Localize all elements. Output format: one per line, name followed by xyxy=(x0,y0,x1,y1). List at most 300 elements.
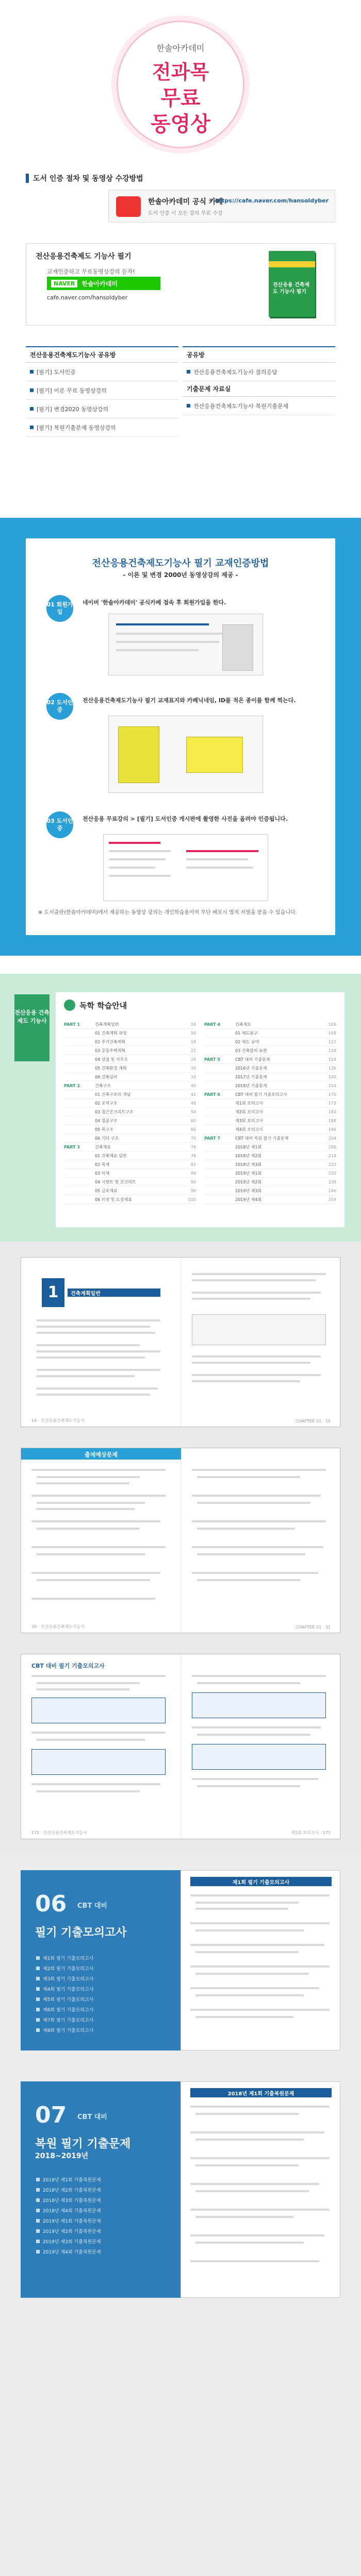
text-line xyxy=(37,1482,129,1484)
contents-row xyxy=(64,1134,196,1143)
text-line xyxy=(190,2131,324,2133)
text-line xyxy=(192,1355,321,1358)
text-line xyxy=(190,1922,330,1924)
contents-row xyxy=(64,1020,196,1029)
contents-part: PART 3 xyxy=(64,1144,80,1149)
contents-section-title: 06 건축설비 xyxy=(95,1074,118,1079)
step-1-screenshot xyxy=(108,614,263,675)
contents-page-number: 48 xyxy=(190,1100,196,1106)
text-line xyxy=(192,1675,326,1677)
text-line xyxy=(192,1374,321,1376)
contents-row xyxy=(204,1195,336,1204)
bullet-icon xyxy=(36,2209,40,2212)
menu-item-label: [필기] 도서인증 xyxy=(37,368,76,376)
text-line xyxy=(195,1994,304,1996)
bullet-icon xyxy=(36,2178,40,2181)
bullet-icon xyxy=(187,370,190,374)
contents-page-number: 40 xyxy=(190,1083,196,1088)
contents-page-number: 214 xyxy=(328,1153,336,1158)
text-line xyxy=(190,2009,330,2011)
text-line xyxy=(190,2209,330,2211)
part-list-item xyxy=(36,2215,170,2226)
contents-section-title: 04 철골구조 xyxy=(95,1118,118,1123)
contents-heading xyxy=(64,999,127,1011)
part-list-label: 2018년 제2회 기출복원문제 xyxy=(43,2188,101,2193)
bullet-icon xyxy=(36,1997,40,2001)
text-line xyxy=(195,2242,304,2244)
bullet-icon xyxy=(36,2028,40,2032)
shot-line xyxy=(116,649,199,651)
part-list-label: 제8회 필기 기출모의고사 xyxy=(43,2028,94,2033)
cafe-url[interactable]: https://cafe.naver.com/hansoldyber xyxy=(215,197,329,204)
text-line xyxy=(190,1965,330,1968)
contents-page-number: 180 xyxy=(328,1109,336,1114)
part-label: CBT 대비 xyxy=(77,2113,107,2121)
cafe-box-url[interactable]: cafe.naver.com/hansoldyber xyxy=(47,294,128,301)
note-paper-icon xyxy=(186,737,243,773)
part-list-label: 2019년 제1회 기출복원문제 xyxy=(43,2218,101,2224)
part-list-label: 2018년 제4회 기출복원문제 xyxy=(43,2208,101,2214)
spread-2-right xyxy=(181,1448,341,1633)
part-list-label: 2019년 제2회 기출복원문제 xyxy=(43,2229,101,2234)
contents-section-title: 2017년 기출문제 xyxy=(235,1074,267,1079)
contents-section-title: 06 미장 및 도장재료 xyxy=(95,1197,132,1202)
text-line xyxy=(37,1357,145,1359)
contents-section-title: 건축구조 xyxy=(95,1083,111,1088)
text-line xyxy=(31,1675,166,1677)
contents-row xyxy=(64,1160,196,1169)
contents-page-number: 126 xyxy=(328,1065,336,1071)
text-line xyxy=(192,1362,310,1364)
bullet-icon xyxy=(36,2018,40,2022)
text-line xyxy=(37,1350,160,1352)
contents-section-title: 제4회 모의고사 xyxy=(235,1127,264,1132)
step-3 xyxy=(46,811,315,904)
badge-pre: 한솔아카데미 xyxy=(156,43,205,53)
contents-page-number: 76 xyxy=(190,1144,196,1149)
contents-section-title: 05 목구조 xyxy=(95,1127,113,1132)
cafe-banner[interactable] xyxy=(108,190,335,223)
contents-section-title: CBT 대비 기출문제 xyxy=(235,1057,270,1062)
text-line xyxy=(37,1476,140,1478)
contents-page-number: 170 xyxy=(328,1092,336,1097)
auth-method-section xyxy=(0,518,361,956)
cbt-07-cover xyxy=(21,2081,180,2298)
menu-item[interactable] xyxy=(26,418,178,437)
part-list-label: 2018년 제1회 기출복원문제 xyxy=(43,2177,101,2183)
text-line xyxy=(37,1682,140,1684)
join-heading-text: 도서 인증 절차 및 동영상 수강방법 xyxy=(33,175,143,183)
shot-line xyxy=(116,633,229,635)
cafe-box-title: 전산응용건축제도 기능사 필기 xyxy=(36,252,132,261)
part-label: CBT 대비 xyxy=(77,1902,107,1910)
contents-row xyxy=(64,1108,196,1116)
part-list-item xyxy=(36,2246,170,2257)
contents-row xyxy=(204,1151,336,1160)
contents-part: PART 4 xyxy=(204,1022,220,1027)
contents-row xyxy=(64,1125,196,1134)
contents-page-number: 206 xyxy=(328,1144,336,1149)
contents-row xyxy=(64,1187,196,1195)
contents-section-title: 2019년 제3회 xyxy=(235,1188,262,1193)
answer-box xyxy=(192,1692,326,1718)
shot-line xyxy=(109,842,160,844)
text-line xyxy=(37,1739,145,1741)
contents-part: PART 5 xyxy=(204,1057,220,1062)
contents-page-number: 108 xyxy=(328,1030,336,1036)
text-line xyxy=(37,1319,160,1321)
menu-item[interactable] xyxy=(26,381,178,400)
text-line xyxy=(37,1375,135,1377)
contents-section-title: CBT 대비 복원 필기 기출문제 xyxy=(235,1136,289,1141)
contents-row xyxy=(64,1195,196,1204)
contents-heading-text: 독학 학습안내 xyxy=(79,1001,127,1010)
step-3-text: 전산응용 무료강의 > [필기] 도서인증 게시판에 촬영한 사진을 올려야 인증됩니다. xyxy=(83,816,288,822)
contents-page-number: 78 xyxy=(190,1153,196,1158)
menu-item[interactable] xyxy=(26,363,178,381)
page-footer: CHAPTER 01 · 15 xyxy=(296,1419,331,1423)
contents-row xyxy=(64,1064,196,1073)
join-heading xyxy=(26,170,335,187)
contents-section-title: 2018년 제2회 xyxy=(235,1153,262,1158)
chapter-number: 1 xyxy=(42,1278,64,1307)
contents-section-title: 01 건축구조의 개념 xyxy=(95,1092,131,1097)
contents-page-number: 30 xyxy=(190,1065,196,1071)
menu-left-header: 전산응용건축제도기능사 공유방 xyxy=(26,346,178,363)
step-2-text: 전산응용건축제도기능사 필기 교재표지와 카페닉네임, ID를 적은 종이를 함께 찍는다. xyxy=(83,697,296,704)
shot-line xyxy=(186,867,253,869)
menu-item-label: [필기] 복원기출문제 동영상강의 xyxy=(37,424,116,431)
text-line xyxy=(197,1734,310,1736)
text-line xyxy=(37,1579,150,1581)
text-line xyxy=(197,1553,305,1555)
part-list-item xyxy=(36,2014,170,2025)
contents-page-number: 172 xyxy=(328,1100,336,1106)
bullet-icon xyxy=(36,1977,40,1980)
part-list-item xyxy=(36,2205,170,2215)
contents-page-number: 100 xyxy=(188,1197,196,1202)
contents-section-title: 제1회 모의고사 xyxy=(235,1100,264,1106)
contents-page-number: 204 xyxy=(328,1136,336,1141)
cbt-06-page xyxy=(180,1870,340,2050)
bullet-icon xyxy=(36,2008,40,2011)
contents-part: PART 2 xyxy=(64,1083,80,1088)
text-line xyxy=(197,1528,295,1530)
menu-item[interactable] xyxy=(183,397,335,415)
contents-page-number: 238 xyxy=(328,1179,336,1184)
auth-note: ※ 도서출판(한솔아카데미)에서 제공하는 동영상 강의는 개인학습용이며 무단 배포시 법적 처벌을 받을 수 있습니다. xyxy=(38,910,297,916)
text-line xyxy=(37,1394,150,1396)
shot-line xyxy=(109,858,166,860)
menu-right-header-2: 기출문제 자료실 xyxy=(183,381,335,397)
part-list-label: 제7회 필기 기출모의고사 xyxy=(43,2018,94,2023)
text-line xyxy=(31,1732,166,1734)
naver-search-bar[interactable] xyxy=(47,277,160,290)
contents-section-title: 05 건축환경 계획 xyxy=(95,1065,127,1071)
contents-row xyxy=(64,1099,196,1108)
bullet-icon xyxy=(36,2250,40,2253)
step-1-badge: 01 회원가입 xyxy=(46,595,73,622)
contents-page-number: 26 xyxy=(190,1057,196,1062)
spread-3-left xyxy=(21,1654,181,1839)
contents-row xyxy=(64,1151,196,1160)
contents-part: PART 7 xyxy=(204,1136,220,1141)
contents-row xyxy=(204,1090,336,1099)
contents-row xyxy=(204,1125,336,1134)
book-cover-icon xyxy=(118,726,159,783)
contents-page-number: 154 xyxy=(328,1083,336,1088)
contents-row xyxy=(64,1178,196,1187)
menu-item[interactable] xyxy=(26,400,178,418)
step-3-screenshot xyxy=(103,834,268,901)
contents-page-number: 60 xyxy=(190,1118,196,1123)
cafe-box xyxy=(26,243,335,326)
contents-section-title: 03 석재 xyxy=(95,1171,110,1176)
shot-line xyxy=(116,641,219,643)
step-2-photo xyxy=(108,716,263,793)
contents-section-title: 01 건축계획 과정 xyxy=(95,1030,127,1036)
sample-pages-section xyxy=(0,1242,361,2066)
text-line xyxy=(195,1929,304,1931)
text-line xyxy=(37,1502,145,1504)
text-line xyxy=(197,1785,300,1787)
page-header: 2018년 제1회 기출복원문제 xyxy=(190,2088,332,2097)
contents-row xyxy=(204,1169,336,1178)
step-1 xyxy=(46,595,315,683)
part-list-item xyxy=(36,2236,170,2246)
part-list-item xyxy=(36,2174,170,2184)
part-list xyxy=(36,1953,170,2035)
text-line xyxy=(37,1508,135,1510)
text-line xyxy=(37,1790,140,1792)
contents-section-title: 03 건축물의 표현 xyxy=(235,1048,267,1053)
contents-section-title: 03 철근콘크리트구조 xyxy=(95,1109,134,1114)
answer-box xyxy=(31,1698,166,1723)
text-line xyxy=(37,1528,140,1530)
contents-section-title: 2018년 제3회 xyxy=(235,1162,262,1167)
part-list-item xyxy=(36,2184,170,2195)
bullet-icon xyxy=(30,407,34,411)
contents-section-title: 05 금속재료 xyxy=(95,1188,118,1193)
part-list-label: 제3회 필기 기출모의고사 xyxy=(43,1976,94,1982)
contents-page-number: 188 xyxy=(328,1118,336,1123)
contents-row xyxy=(204,1029,336,1038)
bullet-icon xyxy=(30,426,34,429)
contents-page-number: 106 xyxy=(328,1022,336,1027)
contents-row xyxy=(64,1169,196,1178)
text-line xyxy=(31,1469,166,1471)
contents-page-number: 96 xyxy=(190,1188,196,1193)
text-line xyxy=(192,1726,321,1728)
contents-page-number: 196 xyxy=(328,1127,336,1132)
text-line xyxy=(192,1273,326,1275)
intro-section xyxy=(0,0,361,510)
sample-spread-1 xyxy=(21,1257,340,1427)
page-footer: 제1회 모의고사 · 173 xyxy=(291,1831,331,1835)
cafe-logo-icon xyxy=(116,196,141,217)
contents-section-title: 04 상점 및 사무소 xyxy=(95,1057,128,1062)
auth-subtitle: - 이론 및 변경 2000년 동영상강의 제공 - xyxy=(123,571,238,579)
shot-line xyxy=(109,850,171,852)
part-list-label: 2019년 제4회 기출복원문제 xyxy=(43,2249,101,2255)
page-footer: 172 · 전산응용건축제도기능사 xyxy=(31,1831,87,1835)
cbt-06-spread xyxy=(0,1855,361,2066)
text-line xyxy=(190,2260,319,2262)
contents-row xyxy=(64,1038,196,1046)
auth-title: 전산응용건축제도기능사 필기 교재인증방법 xyxy=(92,558,269,569)
text-line xyxy=(192,1572,318,1574)
contents-section-title: 2019년 제4회 xyxy=(235,1197,262,1202)
text-line xyxy=(190,2106,330,2108)
text-line xyxy=(192,1546,323,1548)
contents-tab: 전산응용 건축제도 기능사 xyxy=(14,994,50,1061)
contents-section-title: 2018년 기출문제 xyxy=(235,1083,267,1088)
contents-page-number: 112 xyxy=(328,1039,336,1044)
text-line xyxy=(37,1369,160,1371)
text-line xyxy=(195,2190,309,2192)
contents-page-number: 246 xyxy=(328,1188,336,1193)
text-line xyxy=(197,1476,300,1478)
contents-page-number: 34 xyxy=(190,1074,196,1079)
cbt-07-page xyxy=(180,2081,340,2298)
contents-page-number: 14 xyxy=(190,1022,196,1027)
text-line xyxy=(197,1502,310,1504)
contents-page-number: 66 xyxy=(190,1127,196,1132)
answer-box xyxy=(31,1749,166,1775)
bullet-icon xyxy=(36,2188,40,2192)
contents-row xyxy=(204,1160,336,1169)
part-list-label: 2018년 제3회 기출복원문제 xyxy=(43,2198,101,2204)
contents-page-number: 118 xyxy=(328,1048,336,1053)
part-title: 필기 기출모의고사 xyxy=(35,1926,127,1939)
contents-row xyxy=(204,1178,336,1187)
text-line xyxy=(195,1951,299,1953)
contents-row xyxy=(204,1064,336,1073)
contents-page-number: 18 xyxy=(190,1039,196,1044)
shot-line xyxy=(186,858,248,860)
contents-row xyxy=(64,1090,196,1099)
part-list-item xyxy=(36,2025,170,2035)
part-list-item xyxy=(36,1953,170,1963)
contents-row xyxy=(204,1108,336,1116)
part-list-label: 제6회 필기 기출모의고사 xyxy=(43,2007,94,2013)
part-list xyxy=(36,2174,170,2257)
cafe-sub: 도서 인증 시 모든 강의 무료 수강 xyxy=(148,211,223,216)
contents-section-title: 02 제도 규약 xyxy=(235,1039,259,1044)
contents-row xyxy=(204,1187,336,1195)
contents-row xyxy=(64,1081,196,1090)
contents-row xyxy=(64,1055,196,1064)
text-line xyxy=(195,1902,299,1904)
text-line xyxy=(31,1520,160,1522)
menu-item[interactable] xyxy=(183,363,335,381)
text-line xyxy=(197,1682,300,1684)
page-footer: 14 · 전산응용건축제도기능사 xyxy=(31,1418,85,1423)
text-line xyxy=(190,1944,324,1946)
contents-row xyxy=(204,1073,336,1081)
page-header: 제1회 필기 기출모의고사 xyxy=(190,1877,332,1886)
bullet-icon xyxy=(36,2198,40,2202)
cafe-menu-right xyxy=(183,346,335,415)
contents-section-title: 건축계획일반 xyxy=(95,1022,119,1027)
contents-page-number: 16 xyxy=(190,1030,196,1036)
text-line xyxy=(37,1553,145,1555)
text-line xyxy=(37,1387,158,1389)
contents-part: PART 1 xyxy=(64,1022,80,1027)
step-2 xyxy=(46,693,315,801)
bullet-icon xyxy=(30,388,34,392)
shot-line xyxy=(186,850,258,852)
shot-line xyxy=(109,875,171,877)
part-list-item xyxy=(36,1973,170,1984)
text-line xyxy=(192,1292,321,1294)
contents-section-title: 2016년 기출문제 xyxy=(235,1065,267,1071)
part-list-item xyxy=(36,1994,170,2004)
contents-row xyxy=(204,1143,336,1151)
contents-page-number: 140 xyxy=(328,1074,336,1079)
part-list-item xyxy=(36,2226,170,2236)
part-years: 2018~2019년 xyxy=(35,2152,89,2160)
contents-page-number: 230 xyxy=(328,1171,336,1176)
cafe-menu xyxy=(26,346,335,490)
cafe-menu-left xyxy=(26,346,178,437)
contents-section-title: CBT 대비 필기 기출모의고사 xyxy=(235,1092,287,1097)
contents-section-title: 제3회 모의고사 xyxy=(235,1118,264,1123)
menu-item-label: [필기] 이론 무료 동영상강의 xyxy=(37,387,107,394)
cbt-07-section xyxy=(0,2066,361,2576)
spread-1-left xyxy=(21,1258,181,1427)
contents-row xyxy=(64,1029,196,1038)
bullet-icon xyxy=(36,1987,40,1991)
contents-row xyxy=(64,1143,196,1151)
bullet-icon xyxy=(187,404,190,408)
part-number: 06 xyxy=(35,1891,67,1917)
bullet-icon xyxy=(30,370,34,374)
spread-2-left xyxy=(21,1448,181,1633)
text-line xyxy=(37,1332,155,1334)
text-line xyxy=(195,1908,288,1910)
contents-row xyxy=(204,1116,336,1125)
badge-line-2: 무료 xyxy=(160,87,201,110)
contents-row xyxy=(204,1081,336,1090)
part-list-item xyxy=(36,1984,170,1994)
contents-section-title: 01 건축재료 일반 xyxy=(95,1153,127,1158)
bullet-icon xyxy=(36,2240,40,2243)
text-line xyxy=(37,1344,140,1346)
contents-row xyxy=(204,1134,336,1143)
badge-line-3: 동영상 xyxy=(151,112,210,136)
contents-page-number: 254 xyxy=(328,1197,336,1202)
part-title: 복원 필기 기출문제 xyxy=(35,2138,131,2150)
sample-spread-3 xyxy=(21,1654,340,1839)
text-line xyxy=(190,2157,330,2159)
contents-section-title: 04 시멘트 및 콘크리트 xyxy=(95,1179,136,1184)
contents-section-title: 2019년 제1회 xyxy=(235,1171,262,1176)
part-list-label: 제2회 필기 기출모의고사 xyxy=(43,1966,94,1972)
part-list-item xyxy=(36,2195,170,2205)
contents-row xyxy=(64,1073,196,1081)
mock-exam-title: CBT 대비 필기 기출모의고사 xyxy=(31,1663,105,1669)
contents-page-number: 90 xyxy=(190,1179,196,1184)
text-line xyxy=(37,1688,129,1690)
cafe-box-desc: 교재인증하고 무료동영상강의 듣자! xyxy=(47,268,135,275)
contents-section-title: 제2회 모의고사 xyxy=(235,1109,264,1114)
part-list-label: 2019년 제3회 기출복원문제 xyxy=(43,2239,101,2245)
naver-search-text: 한솔아카데미 xyxy=(81,280,118,287)
contents-page-number: 86 xyxy=(190,1171,196,1176)
text-line xyxy=(192,1380,300,1382)
contents-section-title: 02 조적구조 xyxy=(95,1100,118,1106)
